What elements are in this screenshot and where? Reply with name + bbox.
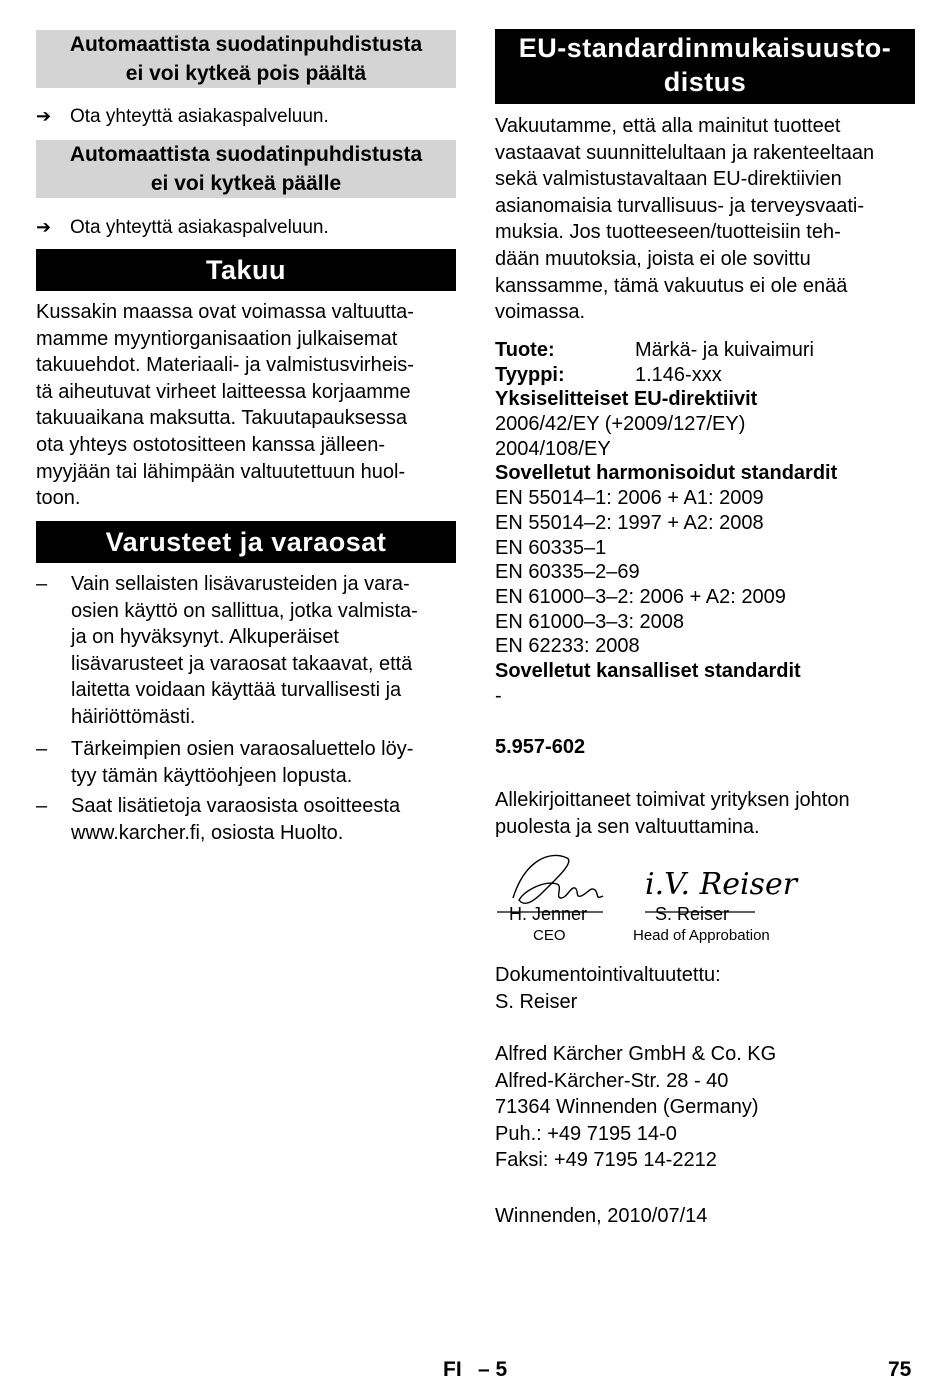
text-line: Faksi: +49 7195 14-2212 xyxy=(495,1149,717,1172)
bullet-dash: – xyxy=(36,795,48,817)
text-line: muksia. Jos tuotteeseen/tuotteisiin teh- xyxy=(495,221,841,244)
footer-language: FI xyxy=(443,1358,462,1381)
text-line: Dokumentointivaltuutettu: xyxy=(495,964,721,986)
standard-item: EN 60335–1 xyxy=(495,536,607,559)
type-label: Tyyppi: xyxy=(495,363,565,386)
list-item xyxy=(36,571,456,731)
directive-item: 2006/42/EY (+2009/127/EY) xyxy=(495,413,746,436)
text-line: osien käyttö on sallittua, jotka valmista- xyxy=(71,599,418,622)
signer-role-approbation: Head of Approbation xyxy=(633,927,770,944)
section-title-eu-declaration xyxy=(495,29,915,104)
text-line: Allekirjoittaneet toimivat yrityksen johton xyxy=(495,789,850,811)
instruction-contact-service-2 xyxy=(36,215,329,240)
bullet-dash: – xyxy=(36,573,48,595)
place-and-date: Winnenden, 2010/07/14 xyxy=(495,1205,708,1227)
text-line: Vakuutamme, että alla mainitut tuotteet xyxy=(495,115,841,137)
heading-cleaning-cannot-switch-on xyxy=(36,140,456,198)
arrow-right-icon: ➔ xyxy=(36,217,52,237)
www-link-text: www.karcher.fi, osiosta Huolto. xyxy=(71,821,344,844)
text-line: S. Reiser xyxy=(495,990,578,1013)
arrow-right-icon: ➔ xyxy=(36,106,52,126)
national-standards-value: - xyxy=(495,684,502,707)
heading-cleaning-cannot-switch-off xyxy=(36,30,456,88)
declaration-details xyxy=(495,338,915,709)
text-line: voimassa. xyxy=(495,301,586,324)
section-title-takuu: Takuu xyxy=(36,249,456,291)
declaration-intro xyxy=(495,113,915,326)
text-line: Kussakin maassa ovat voimassa valtuutta- xyxy=(36,301,414,323)
heading-line: Automaattista suodatinpuhdistusta xyxy=(69,143,423,166)
text-line: takuuehdot. Materiaali- ja valmistusvirheis- xyxy=(36,354,414,377)
text-line: Saat lisätietoja varaosista osoitteesta xyxy=(71,795,401,817)
type-row xyxy=(495,363,915,388)
type-value: 1.146-xxx xyxy=(635,363,722,386)
harmonised-standards-heading: Sovelletut harmonisoidut standardit xyxy=(495,462,838,485)
product-label: Tuote: xyxy=(495,339,555,361)
text-line: tyy tämän käyttöohjeen lopusta. xyxy=(71,764,353,787)
text-line: häiriöttömästi. xyxy=(71,705,196,728)
text-line: kanssamme, tämä vakuutus ei ole enää xyxy=(495,274,848,297)
text-line: dään muutoksia, joista ei ole sovittu xyxy=(495,247,811,270)
text-line: laitetta voidaan käyttää turvallisesti ja xyxy=(71,679,402,702)
text-line: sekä valmistustavaltaan EU-direktiivien xyxy=(495,168,842,191)
text-line: toon. xyxy=(36,487,81,510)
standard-item: EN 61000–3–2: 2006 + A2: 2009 xyxy=(495,586,786,608)
directives-heading: Yksiselitteiset EU-direktiivit xyxy=(495,388,758,411)
page-number: 75 xyxy=(888,1358,912,1381)
text-line: Puh.: +49 7195 14-0 xyxy=(495,1122,677,1145)
standard-item: EN 60335–2–69 xyxy=(495,561,640,584)
heading-line: ei voi kytkeä pois päältä xyxy=(125,62,367,85)
text-line: tä aiheutuvat virheet laitteessa korjaamme xyxy=(36,380,411,403)
text-line: Vain sellaisten lisävarusteiden ja vara- xyxy=(71,573,410,595)
product-row xyxy=(495,338,915,363)
directive-item: 2004/108/EY xyxy=(495,437,611,460)
signer-name-jenner: H. Jenner xyxy=(509,904,588,924)
list-item xyxy=(36,793,456,846)
section-title-accessories: Varusteet ja varaosat xyxy=(36,521,456,563)
signature-reiser: i.V. Reiser xyxy=(645,867,798,902)
text-line: asianomaisia turvallisuus- ja terveysvaati- xyxy=(495,194,865,217)
text-line: ja on hyväksynyt. Alkuperäiset xyxy=(71,626,339,649)
standard-item: EN 55014–2: 1997 + A2: 2008 xyxy=(495,511,764,534)
document-number: 5.957-602 xyxy=(495,736,586,758)
standard-item: EN 62233: 2008 xyxy=(495,635,640,658)
national-standards-heading: Sovelletut kansalliset standardit xyxy=(495,660,801,683)
documentation-authorized xyxy=(495,962,915,1015)
text-line: mamme myyntiorganisaation julkaisemat xyxy=(36,327,398,350)
signer-role-ceo: CEO xyxy=(533,927,566,944)
standard-item: EN 55014–1: 2006 + A1: 2009 xyxy=(495,487,764,510)
heading-line: Automaattista suodatinpuhdistusta xyxy=(69,33,423,56)
text-line: ota yhteys ostotositteen kanssa jälleen- xyxy=(36,433,386,456)
text-line: Tärkeimpien osien varaosaluettelo löy- xyxy=(71,738,414,760)
instruction-contact-service-1 xyxy=(36,104,329,129)
signatory-statement xyxy=(495,787,915,840)
bullet-dash: – xyxy=(36,738,48,760)
company-address xyxy=(495,1041,915,1174)
footer-section: – 5 xyxy=(478,1358,508,1381)
text-line: vastaavat suunnittelultaan ja rakenteeltaan xyxy=(495,141,875,164)
text-line: myyjään tai lähimpään valtuutettuun huol- xyxy=(36,460,406,483)
text-line: lisävarusteet ja varaosat takaavat, että xyxy=(71,652,413,675)
text-line: puolesta ja sen valtuuttamina. xyxy=(495,815,760,838)
heading-line: ei voi kytkeä päälle xyxy=(150,172,342,195)
list-item xyxy=(36,736,456,789)
standard-item: EN 61000–3–3: 2008 xyxy=(495,610,685,633)
text-line: Alfred Kärcher GmbH & Co. KG xyxy=(495,1043,777,1065)
text-line: takuuaikana maksutta. Takuutapauksessa xyxy=(36,407,407,430)
text-line: 71364 Winnenden (Germany) xyxy=(495,1096,759,1119)
heading-line: EU-standardinmukaisuusto- xyxy=(518,33,892,63)
signer-name-reiser: S. Reiser xyxy=(655,904,730,924)
text-line: Alfred-Kärcher-Str. 28 - 40 xyxy=(495,1069,729,1092)
signatures xyxy=(495,850,915,950)
heading-line: distus xyxy=(663,67,747,97)
product-value: Märkä- ja kuivaimuri xyxy=(635,339,814,361)
warranty-text xyxy=(36,299,456,512)
instruction-text: Ota yhteyttä asiakaspalveluun. xyxy=(70,106,329,127)
instruction-text: Ota yhteyttä asiakaspalveluun. xyxy=(70,217,329,238)
